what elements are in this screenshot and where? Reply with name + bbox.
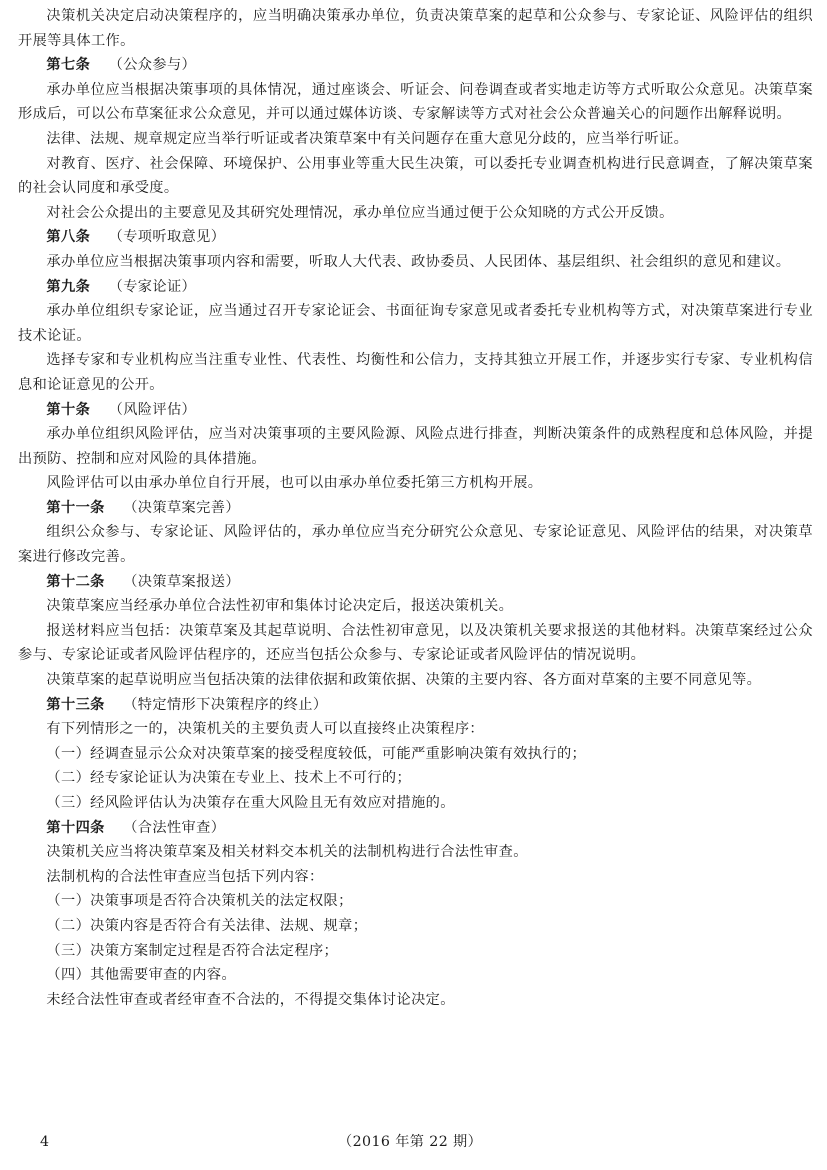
article-title: （风险评估） [108, 401, 197, 418]
article-number: 第九条 [46, 278, 91, 295]
paragraph: （三）经风险评估认为决策存在重大风险且无有效应对措施的。 [46, 795, 455, 811]
article-title: （决策草案报送） [123, 573, 240, 590]
page-number: 4 [40, 1134, 50, 1150]
article-heading [18, 816, 813, 841]
article-number: 第十四条 [46, 819, 105, 836]
page-footer [0, 1130, 827, 1154]
paragraph: 风险评估可以由承办单位自行开展，也可以由承办单位委托第三方机构开展。 [46, 475, 543, 492]
paragraph: 决策机关决定启动决策程序的，应当明确决策承办单位，负责决策草案的起草和公众参与、专家论证、风险评估的组织开展等具体工作。 [18, 8, 813, 49]
article-number: 第八条 [46, 229, 91, 246]
paragraph: 组织公众参与、专家论证、风险评估的，承办单位应当充分研究公众意见、专家论证意见、风险评估的结果，对决策草案进行修改完善。 [18, 524, 813, 566]
article-heading [18, 570, 813, 595]
article-title: （特定情形下决策程序的终止） [123, 696, 328, 713]
paragraph: 未经合法性审查或者经审查不合法的，不得提交集体讨论决定。 [46, 991, 455, 1008]
paragraph: 承办单位应当根据决策事项的具体情况，通过座谈会、听证会、问卷调查或者实地走访等方式听取公众意见。决策草案形成后，可以公布草案征求公众意见，并可以通过媒体访谈、专家解读等方式对社会公众普遍关心的问题作出解释说明。 [18, 81, 813, 123]
paragraph: 决策草案应当经承办单位合法性初审和集体讨论决定后，报送决策机关。 [46, 598, 514, 615]
article-heading [18, 496, 813, 521]
article-title: （公众参与） [108, 57, 197, 74]
paragraph: （二）经专家论证认为决策在专业上、技术上不可行的； [46, 770, 412, 787]
article-heading [18, 225, 813, 250]
article-number: 第十三条 [46, 696, 105, 713]
article-title: （决策草案完善） [123, 499, 240, 516]
article-heading [18, 693, 813, 718]
article-title: （专项听取意见） [108, 229, 226, 246]
paragraph: 法制机构的合法性审查应当包括下列内容： [46, 868, 324, 885]
paragraph: 承办单位组织专家论证，应当通过召开专家论证会、书面征询专家意见或者委托专业机构等方式，对决策草案进行专业技术论证。 [18, 303, 813, 344]
article-number: 第十二条 [46, 573, 105, 590]
article-number: 第七条 [46, 57, 91, 74]
paragraph: 对社会公众提出的主要意见及其研究处理情况，承办单位应当通过便于公众知晓的方式公开反馈。 [46, 204, 674, 221]
paragraph: （一）决策事项是否符合决策机关的法定权限； [46, 893, 353, 910]
paragraph: 决策草案的起草说明应当包括决策的法律依据和政策依据、决策的主要内容、各方面对草案的主要不同意见等。 [46, 672, 762, 689]
paragraph: 对教育、医疗、社会保障、环境保护、公用事业等重大民生决策，可以委托专业调查机构进行民意调查，了解决策草案的社会认同度和承受度。 [18, 155, 813, 197]
paragraph: （四）其他需要审查的内容。 [46, 967, 237, 984]
paragraph: 选择专家和专业机构应当注重专业性、代表性、均衡性和公信力，支持其独立开展工作，并逐步实行专家、专业机构信息和论证意见的公开。 [18, 352, 813, 393]
article-title: （专家论证） [108, 278, 197, 295]
paragraph: （一）经调查显示公众对决策草案的接受程度较低，可能严重影响决策有效执行的； [46, 745, 587, 762]
article-title: （合法性审查） [123, 819, 226, 836]
paragraph: 报送材料应当包括：决策草案及其起草说明、合法性初审意见，以及决策机关要求报送的其他材料。决策草案经过公众参与、专家论证或者风险评估程序的，还应当包括公众参与、专家论证或者风险评估的情况说明。 [18, 622, 813, 664]
paragraph: （三）决策方案制定过程是否符合法定程序； [46, 942, 339, 959]
paragraph: 承办单位组织风险评估，应当对决策事项的主要风险源、风险点进行排查，判断决策条件的成熟程度和总体风险，并提出预防、控制和应对风险的具体措施。 [18, 426, 813, 467]
paragraph: 法律、法规、规章规定应当举行听证或者决策草案中有关问题存在重大意见分歧的，应当举行听证。 [46, 130, 689, 147]
article-number: 第十条 [46, 401, 91, 418]
paragraph: 有下列情形之一的，决策机关的主要负责人可以直接终止决策程序： [46, 721, 485, 738]
article-heading [18, 275, 813, 300]
article-number: 第十一条 [46, 499, 105, 516]
body-text [18, 4, 813, 1012]
issue-label: （2016 年第 22 期） [338, 1134, 483, 1150]
article-heading [18, 53, 813, 78]
article-heading [18, 398, 813, 423]
paragraph: （二）决策内容是否符合有关法律、法规、规章； [46, 917, 368, 934]
paragraph: 决策机关应当将决策草案及相关材料交本机关的法制机构进行合法性审查。 [46, 844, 528, 861]
paragraph: 承办单位应当根据决策事项内容和需要，听取人大代表、政协委员、人民团体、基层组织、社会组织的意见和建议。 [46, 253, 791, 270]
